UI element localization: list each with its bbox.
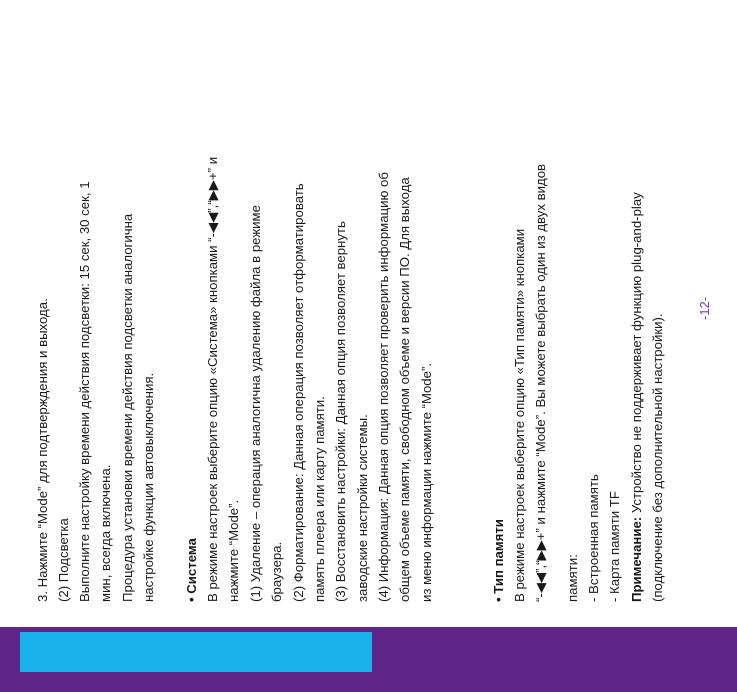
note-text: Устройство не поддерживает функцию plug-and-play (629, 192, 644, 517)
text-line: (3) Восстановить настройки: Данная опция позволяет вернуть (333, 221, 348, 602)
text-line: нажмите “Mode”. (226, 499, 241, 602)
text-line: настройке функции автовыключения. (141, 372, 156, 602)
text-line: В режиме настроек выберите опцию «Система» кнопками “-◀◀”,“▶▶+” и (205, 156, 220, 602)
text-line: (4) Информация: Данная опция позволяет проверить информацию об (376, 172, 391, 602)
manual-text (32, 32, 722, 602)
section-heading-system: • Система (184, 538, 199, 602)
text-line: - Карта памяти TF (607, 491, 622, 602)
manual-page (32, 32, 722, 602)
text-line: памяти: (565, 554, 580, 602)
text-line: из меню информации нажмите “Mode”. (419, 362, 434, 602)
section-heading-memory-type: • Тип памяти (491, 519, 506, 602)
text-line: “-◀◀”,“▶▶+” и нажмите “Mode”. Вы можете выбрать один из двух видов (533, 163, 548, 602)
text-line: (2) Подсветка (56, 518, 71, 602)
text-line: заводские настройки системы. (355, 414, 370, 602)
text-line: память плеера или карту памяти. (312, 396, 327, 602)
text-line: 3. Нажмите “Mode” для подтверждения и выхода. (35, 298, 50, 602)
text-line: мин, всегда включена. (98, 464, 113, 602)
text-line: Выполните настройку времени действия подсветки: 15 сек, 30 сек, 1 (77, 181, 92, 602)
text-line: В режиме настроек выберите опцию «Тип памяти» кнопками (512, 228, 527, 602)
page-number: -12- (697, 296, 712, 320)
text-line: (1) Удаление – операция аналогична удалению файла в режиме (248, 205, 263, 602)
note-line (626, 192, 647, 602)
text-line: - Встроенная память (586, 474, 601, 602)
text-line: (подключение без дополнительной настройки). (650, 313, 665, 602)
footer-accent-bar (20, 632, 372, 672)
note-label: Примечание: (629, 516, 644, 602)
text-line: Процедура установки времени действия подсветки аналогична (120, 213, 135, 602)
text-line: браузера. (269, 541, 284, 602)
text-line: (2) Форматирование: Данная операция позволяет отформатировать (291, 183, 306, 602)
text-line: общем объеме памяти, свободном объеме и версии ПО. Для выхода (397, 177, 412, 602)
